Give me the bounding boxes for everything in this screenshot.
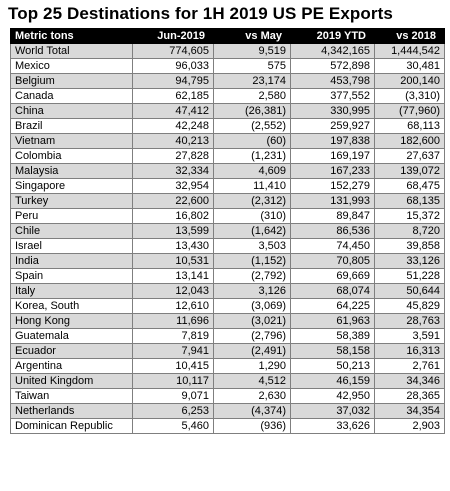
value-cell: 89,847 [291,209,375,224]
value-cell: 1,290 [214,359,291,374]
value-cell: 377,552 [291,89,375,104]
value-cell: 182,600 [375,134,445,149]
table-row [11,254,445,269]
value-cell: 69,669 [291,269,375,284]
destination-cell: Vietnam [11,134,133,149]
value-cell: 4,512 [214,374,291,389]
table-row [11,89,445,104]
destination-cell: Chile [11,224,133,239]
value-cell: 42,248 [133,119,214,134]
value-cell: 575 [214,59,291,74]
table-row [11,374,445,389]
value-cell: (4,374) [214,404,291,419]
value-cell: 9,519 [214,44,291,59]
value-cell: 86,536 [291,224,375,239]
table-row [11,209,445,224]
destination-cell: Spain [11,269,133,284]
destination-cell: Belgium [11,74,133,89]
table-row [11,224,445,239]
destination-cell: Italy [11,284,133,299]
value-cell: 4,342,165 [291,44,375,59]
table-row [11,74,445,89]
value-cell: 50,213 [291,359,375,374]
destination-cell: Ecuador [11,344,133,359]
table-row [11,329,445,344]
exports-table [10,28,445,434]
table-row [11,404,445,419]
value-cell: 33,126 [375,254,445,269]
column-header: vs May [214,29,291,44]
destination-cell: Korea, South [11,299,133,314]
value-cell: 51,228 [375,269,445,284]
value-cell: 33,626 [291,419,375,434]
value-cell: (60) [214,134,291,149]
destination-cell: Singapore [11,179,133,194]
value-cell: 58,158 [291,344,375,359]
table-row [11,44,445,59]
value-cell: 2,903 [375,419,445,434]
value-cell: 167,233 [291,164,375,179]
destination-cell: Mexico [11,59,133,74]
value-cell: 139,072 [375,164,445,179]
value-cell: (1,231) [214,149,291,164]
value-cell: 22,600 [133,194,214,209]
value-cell: 2,761 [375,359,445,374]
value-cell: 7,941 [133,344,214,359]
value-cell: 23,174 [214,74,291,89]
table-row [11,239,445,254]
value-cell: (2,792) [214,269,291,284]
destination-cell: Peru [11,209,133,224]
table-row [11,419,445,434]
value-cell: 259,927 [291,119,375,134]
value-cell: (2,796) [214,329,291,344]
value-cell: (1,152) [214,254,291,269]
value-cell: 3,591 [375,329,445,344]
value-cell: 1,444,542 [375,44,445,59]
value-cell: (2,312) [214,194,291,209]
value-cell: 37,032 [291,404,375,419]
value-cell: 94,795 [133,74,214,89]
destination-cell: United Kingdom [11,374,133,389]
table-row [11,359,445,374]
value-cell: 11,696 [133,314,214,329]
value-cell: 42,950 [291,389,375,404]
table-row [11,299,445,314]
destination-cell: Netherlands [11,404,133,419]
value-cell: 46,159 [291,374,375,389]
destination-cell: Argentina [11,359,133,374]
value-cell: 774,605 [133,44,214,59]
value-cell: 47,412 [133,104,214,119]
table-row [11,344,445,359]
value-cell: 12,610 [133,299,214,314]
value-cell: 7,819 [133,329,214,344]
value-cell: 6,253 [133,404,214,419]
value-cell: 10,531 [133,254,214,269]
table-title: Top 25 Destinations for 1H 2019 US PE Exports [8,4,393,23]
value-cell: 27,637 [375,149,445,164]
table-row [11,314,445,329]
value-cell: 61,963 [291,314,375,329]
value-cell: (1,642) [214,224,291,239]
column-header: vs 2018 [375,29,445,44]
value-cell: 62,185 [133,89,214,104]
value-cell: (2,491) [214,344,291,359]
value-cell: 8,720 [375,224,445,239]
table-row [11,269,445,284]
destination-cell: Hong Kong [11,314,133,329]
value-cell: 131,993 [291,194,375,209]
value-cell: (310) [214,209,291,224]
column-header: 2019 YTD [291,29,375,44]
value-cell: 32,954 [133,179,214,194]
value-cell: 5,460 [133,419,214,434]
destination-cell: Colombia [11,149,133,164]
table-row [11,194,445,209]
value-cell: 10,117 [133,374,214,389]
value-cell: 11,410 [214,179,291,194]
value-cell: 34,354 [375,404,445,419]
value-cell: (77,960) [375,104,445,119]
table-row [11,389,445,404]
value-cell: 27,828 [133,149,214,164]
value-cell: 453,798 [291,74,375,89]
value-cell: 70,805 [291,254,375,269]
table-row [11,179,445,194]
header-row [11,29,445,44]
destination-cell: China [11,104,133,119]
value-cell: 68,074 [291,284,375,299]
value-cell: 32,334 [133,164,214,179]
value-cell: 3,503 [214,239,291,254]
value-cell: (936) [214,419,291,434]
value-cell: 58,389 [291,329,375,344]
value-cell: 13,430 [133,239,214,254]
value-cell: 4,609 [214,164,291,179]
destination-cell: World Total [11,44,133,59]
table-row [11,134,445,149]
value-cell: 45,829 [375,299,445,314]
value-cell: 197,838 [291,134,375,149]
destination-cell: Dominican Republic [11,419,133,434]
value-cell: (26,381) [214,104,291,119]
destination-cell: Turkey [11,194,133,209]
value-cell: 39,858 [375,239,445,254]
value-cell: 40,213 [133,134,214,149]
value-cell: 2,630 [214,389,291,404]
table-row [11,119,445,134]
value-cell: 152,279 [291,179,375,194]
table-row [11,164,445,179]
value-cell: 96,033 [133,59,214,74]
value-cell: 68,475 [375,179,445,194]
table-body [11,44,445,434]
value-cell: 74,450 [291,239,375,254]
value-cell: (3,310) [375,89,445,104]
destination-cell: Brazil [11,119,133,134]
value-cell: 12,043 [133,284,214,299]
value-cell: 68,113 [375,119,445,134]
value-cell: 16,313 [375,344,445,359]
value-cell: 64,225 [291,299,375,314]
value-cell: 15,372 [375,209,445,224]
value-cell: 169,197 [291,149,375,164]
destination-cell: Israel [11,239,133,254]
value-cell: 30,481 [375,59,445,74]
destination-cell: India [11,254,133,269]
value-cell: 28,763 [375,314,445,329]
value-cell: 13,599 [133,224,214,239]
value-cell: (2,552) [214,119,291,134]
value-cell: 2,580 [214,89,291,104]
value-cell: 330,995 [291,104,375,119]
table-row [11,284,445,299]
destination-cell: Taiwan [11,389,133,404]
value-cell: 16,802 [133,209,214,224]
value-cell: 34,346 [375,374,445,389]
value-cell: 68,135 [375,194,445,209]
value-cell: 13,141 [133,269,214,284]
value-cell: 9,071 [133,389,214,404]
value-cell: (3,021) [214,314,291,329]
value-cell: 572,898 [291,59,375,74]
value-cell: 200,140 [375,74,445,89]
column-header: Jun-2019 [133,29,214,44]
destination-cell: Canada [11,89,133,104]
destination-cell: Guatemala [11,329,133,344]
destination-cell: Malaysia [11,164,133,179]
value-cell: 10,415 [133,359,214,374]
value-cell: 28,365 [375,389,445,404]
table-row [11,149,445,164]
column-header: Metric tons [11,29,133,44]
value-cell: 3,126 [214,284,291,299]
value-cell: 50,644 [375,284,445,299]
table-row [11,104,445,119]
value-cell: (3,069) [214,299,291,314]
table-row [11,59,445,74]
